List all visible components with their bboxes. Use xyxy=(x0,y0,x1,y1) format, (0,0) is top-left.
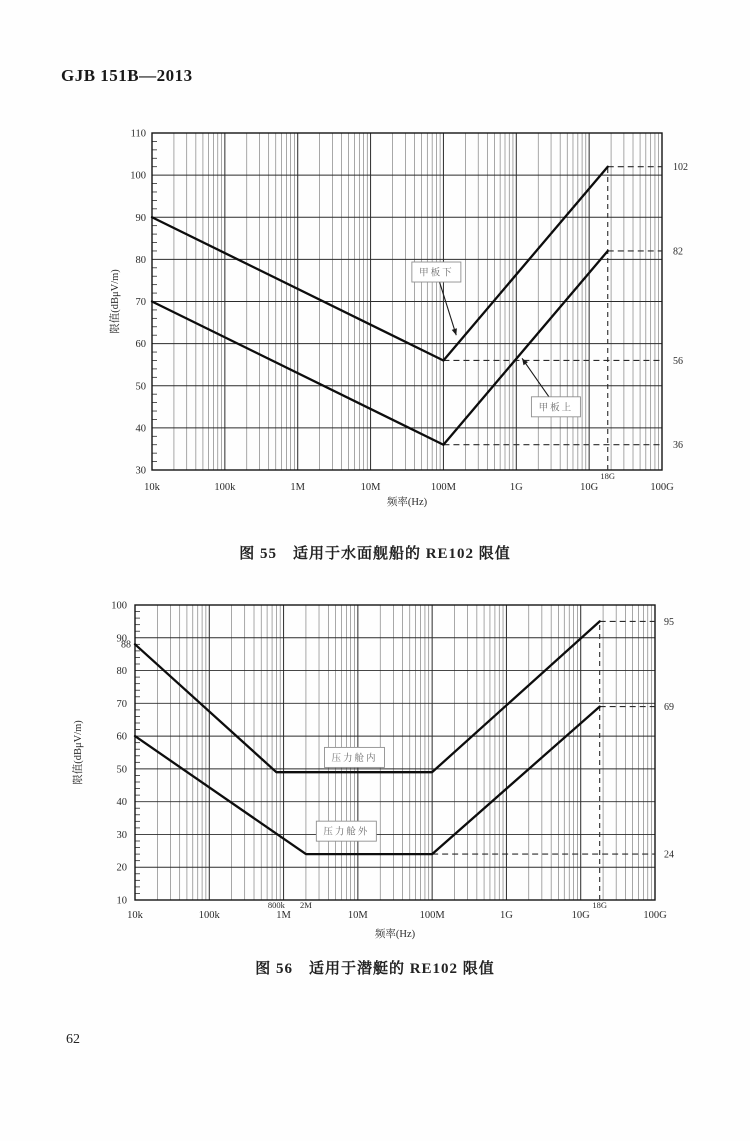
svg-text:限值(dBμV/m): 限值(dBμV/m) xyxy=(73,720,84,785)
page-number: 62 xyxy=(66,1032,80,1047)
svg-text:30: 30 xyxy=(135,465,146,477)
svg-text:压力舱内: 压力舱内 xyxy=(331,753,378,764)
svg-text:100: 100 xyxy=(130,170,146,182)
svg-text:102: 102 xyxy=(673,162,688,174)
svg-text:40: 40 xyxy=(135,423,146,435)
svg-text:90: 90 xyxy=(135,212,146,224)
svg-text:90: 90 xyxy=(116,633,127,645)
svg-text:1G: 1G xyxy=(509,482,523,493)
svg-text:36: 36 xyxy=(673,440,683,452)
svg-text:70: 70 xyxy=(135,297,146,308)
re102-surface-ship-chart xyxy=(88,118,738,520)
svg-text:50: 50 xyxy=(116,764,127,776)
svg-text:18G: 18G xyxy=(600,471,616,481)
svg-text:100M: 100M xyxy=(419,910,445,921)
svg-text:88: 88 xyxy=(121,639,131,651)
svg-text:限值(dBμV/m): 限值(dBμV/m) xyxy=(110,269,121,334)
svg-text:95: 95 xyxy=(664,616,674,628)
svg-text:10k: 10k xyxy=(144,482,160,493)
svg-text:100G: 100G xyxy=(643,910,667,921)
svg-text:80: 80 xyxy=(135,254,146,266)
svg-text:2M: 2M xyxy=(300,900,312,910)
svg-text:69: 69 xyxy=(664,702,674,714)
svg-text:10M: 10M xyxy=(347,910,368,921)
svg-text:82: 82 xyxy=(673,246,683,258)
svg-text:100: 100 xyxy=(111,600,127,612)
svg-text:10G: 10G xyxy=(580,482,599,493)
svg-text:60: 60 xyxy=(116,731,127,743)
svg-text:30: 30 xyxy=(116,829,127,841)
svg-text:压力舱外: 压力舱外 xyxy=(323,827,370,838)
svg-text:60: 60 xyxy=(135,339,146,351)
svg-text:80: 80 xyxy=(116,666,127,678)
svg-text:110: 110 xyxy=(130,128,146,140)
svg-text:1M: 1M xyxy=(290,482,306,493)
svg-text:18G: 18G xyxy=(592,900,607,910)
svg-text:10M: 10M xyxy=(360,482,381,493)
svg-text:70: 70 xyxy=(116,698,127,710)
svg-text:1M: 1M xyxy=(276,910,291,921)
figure-55-caption: 图 55 适用于水面舰船的 RE102 限值 xyxy=(239,546,511,562)
svg-text:40: 40 xyxy=(116,797,127,809)
svg-text:甲板下: 甲板下 xyxy=(419,268,454,279)
svg-text:100k: 100k xyxy=(214,482,236,493)
svg-text:20: 20 xyxy=(116,862,127,874)
svg-text:100M: 100M xyxy=(430,482,456,493)
document-header: GJB 151B—2013 xyxy=(61,66,193,85)
re102-submarine-chart xyxy=(53,578,725,950)
svg-text:甲板上: 甲板上 xyxy=(538,403,574,414)
svg-text:100k: 100k xyxy=(198,910,220,921)
svg-text:100G: 100G xyxy=(650,482,674,493)
figure-56-caption: 图 56 适用于潜艇的 RE102 限值 xyxy=(255,961,495,977)
svg-text:频率(Hz): 频率(Hz) xyxy=(374,929,416,940)
svg-text:10: 10 xyxy=(116,895,127,907)
svg-text:24: 24 xyxy=(664,849,674,861)
svg-text:56: 56 xyxy=(673,355,683,367)
svg-text:频率(Hz): 频率(Hz) xyxy=(386,497,428,508)
svg-text:10G: 10G xyxy=(571,910,590,921)
svg-text:50: 50 xyxy=(135,381,146,393)
svg-text:800k: 800k xyxy=(267,900,285,910)
svg-text:10k: 10k xyxy=(127,910,143,921)
svg-text:1G: 1G xyxy=(500,910,513,921)
